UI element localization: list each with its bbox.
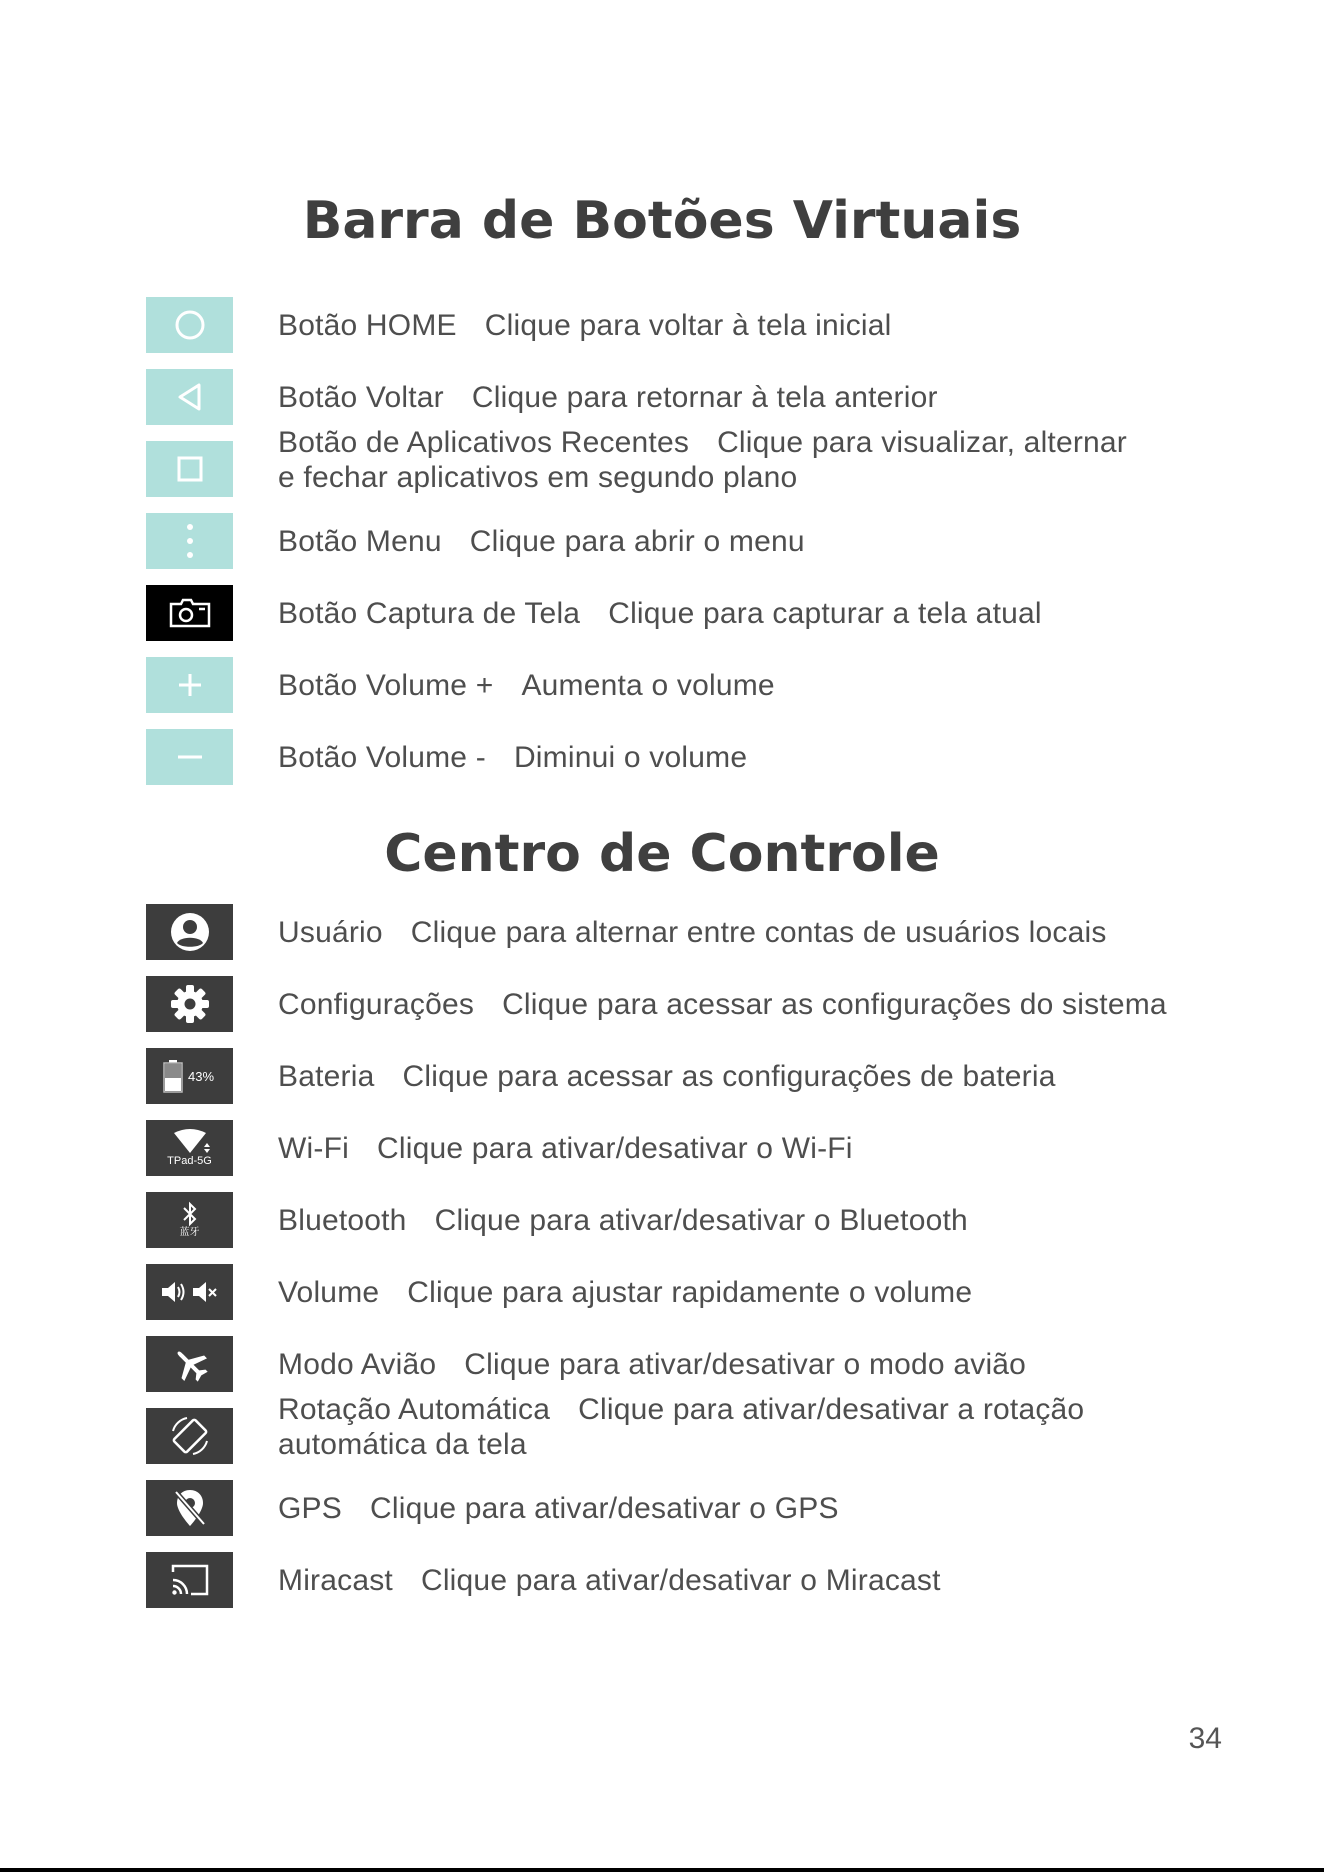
item-name: Bateria — [278, 1059, 375, 1093]
list-item-user — [146, 904, 1264, 966]
gps-off-icon — [146, 1480, 233, 1536]
wifi-network-name: TPad-5G — [167, 1155, 212, 1167]
bluetooth-icon — [146, 1192, 233, 1248]
back-triangle-icon — [146, 369, 233, 425]
menu-dots-icon — [146, 513, 233, 569]
auto-rotate-icon — [146, 1408, 233, 1464]
item-desc: Clique para ativar/desativar o modo avião — [464, 1347, 1027, 1381]
item-name: Configurações — [278, 987, 475, 1021]
item-desc: Clique para acessar as configurações do sistema — [502, 987, 1167, 1021]
item-desc: Clique para ativar/desativar o Wi-Fi — [376, 1131, 853, 1165]
list-item-screenshot — [146, 585, 1264, 647]
item-desc: Clique para alternar entre contas de usuários locais — [410, 915, 1107, 949]
gear-icon — [146, 976, 233, 1032]
item-desc: Clique para ativar/desativar o GPS — [369, 1491, 839, 1525]
item-desc: Clique para voltar à tela inicial — [484, 308, 892, 342]
item-desc: Clique para visualizar, alternar — [717, 426, 1127, 459]
list-item-auto-rotate — [146, 1393, 1264, 1470]
item-name: Botão de Aplicativos Recentes — [278, 426, 690, 459]
item-name: Wi-Fi — [278, 1131, 349, 1165]
list-item-menu — [146, 513, 1264, 575]
item-name: Botão Captura de Tela — [278, 596, 581, 630]
list-item-settings — [146, 976, 1264, 1038]
item-name: Botão Menu — [278, 524, 442, 558]
item-desc: Diminui o volume — [513, 740, 748, 774]
minus-icon — [146, 729, 233, 785]
item-name: Rotação Automática — [278, 1393, 551, 1426]
volume-icon — [146, 1264, 233, 1320]
item-name: Modo Avião — [278, 1347, 437, 1381]
item-name: Usuário — [278, 915, 383, 949]
home-circle-icon — [146, 297, 233, 353]
section-title-virtual-buttons: Barra de Botões Virtuais — [302, 191, 1022, 251]
list-item-battery — [146, 1048, 1264, 1110]
item-name: Botão Volume - — [278, 740, 486, 774]
screenshot-camera-icon — [146, 585, 233, 641]
item-name: GPS — [278, 1491, 342, 1525]
item-desc-continued: e fechar aplicativos em segundo plano — [278, 461, 798, 494]
list-item-airplane-mode — [146, 1336, 1264, 1398]
item-desc: Clique para abrir o menu — [469, 524, 805, 558]
list-item-bluetooth — [146, 1192, 1264, 1254]
bluetooth-label: 蓝牙 — [179, 1227, 200, 1238]
recent-apps-square-icon — [146, 441, 233, 497]
item-desc: Clique para ativar/desativar o Miracast — [420, 1563, 941, 1597]
item-desc: Clique para ativar/desativar o Bluetooth — [434, 1203, 968, 1237]
list-item-miracast — [146, 1552, 1264, 1614]
list-item-gps — [146, 1480, 1264, 1542]
item-desc-continued: automática da tela — [278, 1428, 527, 1461]
bottom-divider — [0, 1868, 1324, 1872]
list-item-home — [146, 297, 1264, 359]
item-name: Botão Voltar — [278, 380, 444, 414]
list-item-back — [146, 369, 1264, 431]
page-number: 34 — [1188, 1722, 1222, 1755]
list-item-recent-apps — [146, 426, 1264, 503]
wifi-icon — [146, 1120, 233, 1176]
airplane-icon — [146, 1336, 233, 1392]
item-desc: Clique para ativar/desativar a rotação — [578, 1393, 1085, 1426]
item-desc: Clique para ajustar rapidamente o volume — [407, 1275, 973, 1309]
item-desc: Clique para retornar à tela anterior — [471, 380, 938, 414]
list-item-wifi — [146, 1120, 1264, 1182]
battery-icon — [146, 1048, 233, 1104]
item-name: Volume — [278, 1275, 380, 1309]
item-name: Miracast — [278, 1563, 393, 1597]
item-name: Botão HOME — [278, 308, 457, 342]
list-item-volume-down — [146, 729, 1264, 791]
item-name: Bluetooth — [278, 1203, 407, 1237]
item-desc: Clique para acessar as configurações de bateria — [402, 1059, 1056, 1093]
plus-icon — [146, 657, 233, 713]
list-item-volume — [146, 1264, 1264, 1326]
cast-icon — [146, 1552, 233, 1608]
section-title-control-center: Centro de Controle — [384, 824, 940, 884]
user-icon — [146, 904, 233, 960]
item-name: Botão Volume + — [278, 668, 494, 702]
item-desc: Aumenta o volume — [521, 668, 775, 702]
item-desc: Clique para capturar a tela atual — [608, 596, 1042, 630]
battery-percent: 43% — [188, 1068, 215, 1084]
list-item-volume-up — [146, 657, 1264, 719]
